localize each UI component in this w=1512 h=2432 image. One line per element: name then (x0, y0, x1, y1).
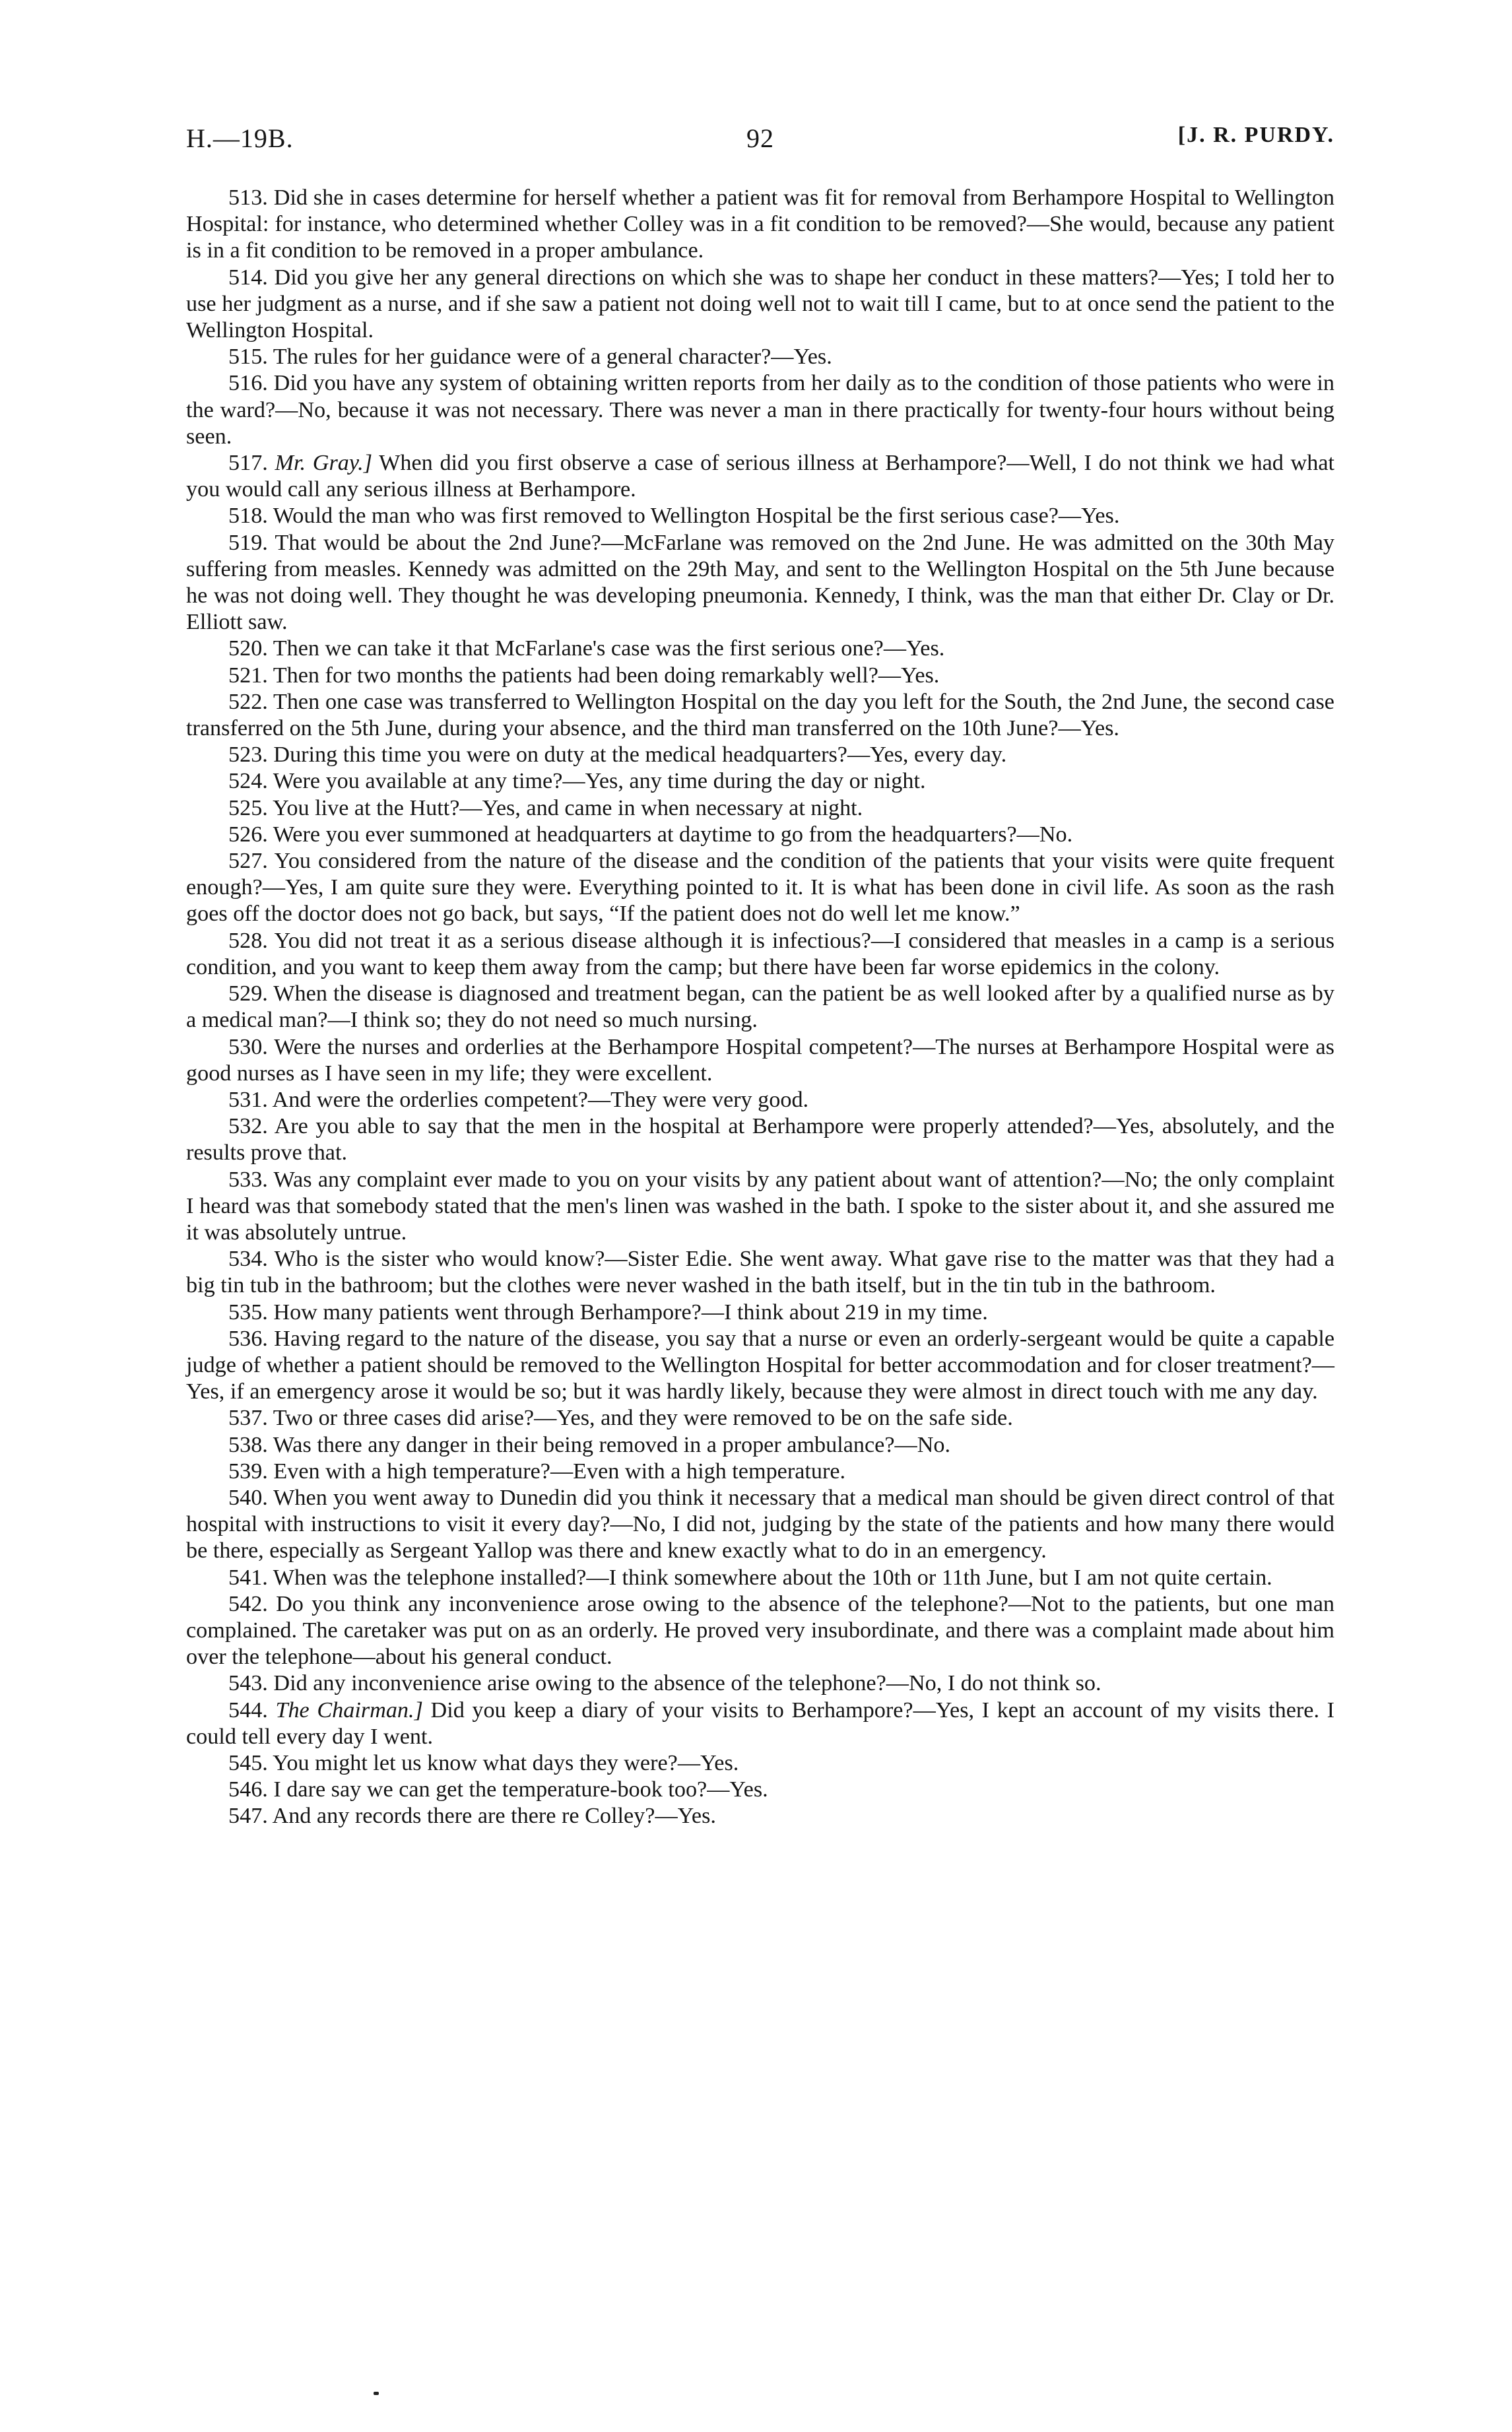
question-paragraph (186, 742, 1334, 768)
question-paragraph (186, 1485, 1334, 1565)
question-text: I dare say we can get the temperature-book too?—Yes. (273, 1777, 768, 1802)
question-number: 538. (228, 1432, 268, 1457)
question-number: 513. (228, 185, 268, 210)
document-body (186, 185, 1334, 1830)
question-text: Did any inconvenience arise owing to the absence of the telephone?—No, I do not think so. (273, 1671, 1101, 1696)
document-reference: H.—19B. (186, 123, 294, 153)
question-number: 537. (228, 1406, 268, 1431)
question-paragraph (186, 1246, 1334, 1299)
question-paragraph (186, 689, 1334, 742)
question-text: And were the orderlies competent?—They were very good. (272, 1087, 809, 1112)
question-paragraph (186, 768, 1334, 795)
question-number: 514. (228, 265, 268, 290)
question-text: Would the man who was first removed to Wellington Hospital be the first serious case?—Yes. (273, 504, 1120, 529)
question-text: Did you have any system of obtaining written reports from her daily as to the condition of those patients who were in the ward?—No, because it was not necessary. There was never a man in there practically for twenty-four hours without being seen. (186, 371, 1335, 449)
question-paragraph (186, 795, 1334, 822)
question-text: Did she in cases determine for herself whether a patient was fit for removal from Berhampore Hospital to Wellington Hospital: for instance, who determined whether Colley was in a fit condition to be removed?—She would, because any patient is in a fit condition to be removed in a proper ambulance. (186, 185, 1335, 263)
question-paragraph (186, 848, 1334, 928)
question-paragraph (186, 636, 1334, 662)
question-paragraph (186, 1750, 1334, 1777)
question-number: 540. (228, 1485, 268, 1510)
question-text: Who is the sister who would know?—Sister Edie. She went away. What gave rise to the matter was that they had a big tin tub in the bathroom; but the clothes were never washed in the bath itself, but in the tin tub in the bathroom. (186, 1247, 1334, 1298)
question-paragraph (186, 1777, 1334, 1803)
question-paragraph (186, 1034, 1334, 1087)
question-paragraph (186, 450, 1334, 503)
question-paragraph (186, 822, 1334, 848)
question-text: You did not treat it as a serious disease although it is infectious?—I considered that measles in a camp is a serious condition, and you want to keep them away from the camp; but there have been far worse epidemics in the colony. (186, 928, 1335, 979)
question-text: Then one case was transferred to Wellington Hospital on the day you left for the South, the 2nd June, the second case transferred on the 5th June, during your absence, and the third man transferred on the 10th June?—Yes. (186, 689, 1334, 741)
question-number: 523. (228, 742, 268, 768)
question-number: 516. (228, 371, 268, 396)
question-paragraph (186, 1697, 1334, 1750)
question-paragraph (186, 1670, 1334, 1697)
question-number: 529. (228, 981, 268, 1006)
question-number: 521. (228, 663, 268, 688)
question-paragraph (186, 1459, 1334, 1485)
question-paragraph (186, 928, 1334, 981)
question-text: When you went away to Dunedin did you think it necessary that a medical man should be given direct control of that hospital with instructions to visit it every day?—No, I did not, judging by the state of the patients and how many there would be there, especially as Sergeant Yallop was there and knew exactly what to do in an emergency. (186, 1485, 1334, 1563)
question-paragraph (186, 530, 1334, 636)
question-number: 526. (228, 822, 268, 847)
question-paragraph (186, 1113, 1334, 1166)
question-text: Then for two months the patients had been doing remarkably well?—Yes. (273, 663, 940, 688)
question-text: Did you keep a diary of your visits to Berhampore?—Yes, I kept an account of my visits there. I could tell every day I went. (186, 1697, 1335, 1749)
question-text: You considered from the nature of the disease and the condition of the patients that your visits were quite frequent enough?—Yes, I am quite sure they were. Everything pointed to it. It is what has been done in civil life. As soon as the rash goes off the doctor does not go back, but says, “If the patient does not do well let me know.” (186, 849, 1335, 927)
question-text: Are you able to say that the men in the hospital at Berhampore were properly attended?—Yes, absolutely, and the results prove that. (186, 1114, 1334, 1166)
question-paragraph (186, 1803, 1334, 1829)
question-text: How many patients went through Berhampore?—I think about 219 in my time. (273, 1299, 988, 1325)
document-page (186, 123, 1334, 1830)
question-number: 536. (228, 1326, 268, 1351)
question-number: 518. (228, 504, 268, 529)
question-text: Did you give her any general directions on which she was to shape her conduct in these matters?—Yes; I told her to use her judgment as a nurse, and if she saw a patient not doing well not to wait till I came, but to at once send the patient to the Wellington Hospital. (186, 265, 1334, 343)
question-number: 522. (228, 689, 268, 714)
question-paragraph (186, 1432, 1334, 1459)
question-number: 519. (228, 530, 268, 555)
question-paragraph (186, 265, 1334, 345)
question-number: 532. (228, 1114, 268, 1139)
question-paragraph (186, 981, 1334, 1034)
question-text: Were you ever summoned at headquarters at daytime to go from the headquarters?—No. (273, 822, 1073, 847)
question-paragraph (186, 370, 1334, 450)
question-paragraph (186, 663, 1334, 689)
question-text: That would be about the 2nd June?—McFarlane was removed on the 2nd June. He was admitted on the 30th May suffering from measles. Kennedy was admitted on the 29th May, and sent to the Wellington Hospital on the 5th June because he was not doing well. They thought he was developing pneumonia. Kennedy, I think, was the man that either Dr. Clay or Dr. Elliott saw. (186, 530, 1334, 635)
question-text: When did you first observe a case of serious illness at Berhampore?—Well, I do not think we had what you would call any serious illness at Berhampore. (186, 451, 1335, 502)
question-text: And any records there are there re Colley?—Yes. (272, 1804, 716, 1829)
question-text: When the disease is diagnosed and treatment began, can the patient be as well looked after by a qualified nurse as by a medical man?—I think so; they do not need so much nursing. (186, 981, 1334, 1033)
question-number: 524. (228, 769, 268, 794)
question-number: 520. (228, 636, 268, 661)
question-text: Were the nurses and orderlies at the Berhampore Hospital competent?—The nurses at Berhampore Hospital were as good nurses as I have seen in my life; they were excellent. (186, 1034, 1334, 1086)
speaker-label: The Chairman.] (275, 1697, 423, 1723)
question-paragraph (186, 1299, 1334, 1326)
question-paragraph (186, 1087, 1334, 1113)
question-number: 533. (228, 1167, 268, 1192)
question-text: Having regard to the nature of the disease, you say that a nurse or even an orderly-sergeant would be quite a capable judge of whether a patient should be removed to the Wellington Hospital for better accommodation and for closer treatment?—Yes, if an emergency arose it would be so; but it was hardly likely, because they were almost in direct touch with me any day. (186, 1326, 1335, 1404)
ink-speck (374, 2392, 379, 2395)
question-number: 535. (228, 1299, 268, 1325)
question-text: Two or three cases did arise?—Yes, and they were removed to be on the safe side. (273, 1406, 1013, 1431)
question-paragraph (186, 1565, 1334, 1591)
question-paragraph (186, 185, 1334, 265)
question-number: 539. (228, 1459, 268, 1484)
question-paragraph (186, 1167, 1334, 1247)
question-paragraph (186, 1405, 1334, 1431)
question-text: You might let us know what days they were?—Yes. (273, 1750, 739, 1775)
question-number: 525. (228, 795, 268, 820)
question-text: During this time you were on duty at the medical headquarters?—Yes, every day. (273, 742, 1007, 768)
question-number: 542. (228, 1591, 268, 1616)
question-paragraph (186, 1326, 1334, 1406)
question-text: Do you think any inconvenience arose owing to the absence of the telephone?—Not to the patients, but one man complained. The caretaker was put on as an orderly. He proved very insubordinate, and there was a complaint made about him over the telephone—about his general conduct. (186, 1591, 1334, 1670)
question-number: 541. (228, 1565, 268, 1590)
speaker-label: Mr. Gray.] (275, 451, 373, 476)
question-number: 527. (228, 849, 268, 874)
question-number: 531. (228, 1087, 268, 1112)
question-paragraph (186, 503, 1334, 529)
question-text: Was any complaint ever made to you on your visits by any patient about want of attention?—No; the only complaint I heard was that somebody stated that the men's linen was washed in the bath. I spoke to the sister about it, and she assured me it was absolutely untrue. (186, 1167, 1334, 1245)
question-text: Was there any danger in their being removed in a proper ambulance?—No. (273, 1432, 951, 1457)
question-paragraph (186, 344, 1334, 370)
question-number: 534. (228, 1247, 268, 1272)
question-text: Even with a high temperature?—Even with a high temperature. (273, 1459, 846, 1484)
question-number: 544. (228, 1697, 268, 1723)
question-paragraph (186, 1591, 1334, 1671)
question-number: 517. (228, 451, 268, 476)
question-text: You live at the Hutt?—Yes, and came in when necessary at night. (273, 795, 863, 820)
question-number: 546. (228, 1777, 268, 1802)
question-number: 543. (228, 1671, 268, 1696)
question-text: The rules for her guidance were of a general character?—Yes. (273, 345, 832, 370)
witness-name: [J. R. PURDY. (1177, 123, 1334, 147)
question-text: Then we can take it that McFarlane's case was the first serious one?—Yes. (273, 636, 945, 661)
question-number: 545. (228, 1750, 268, 1775)
question-number: 515. (228, 345, 268, 370)
question-text: When was the telephone installed?—I think somewhere about the 10th or 11th June, but I am not quite certain. (273, 1565, 1272, 1590)
page-number: 92 (746, 123, 774, 153)
question-number: 530. (228, 1034, 268, 1059)
question-number: 547. (228, 1804, 268, 1829)
question-number: 528. (228, 928, 268, 953)
question-text: Were you available at any time?—Yes, any time during the day or night. (273, 769, 926, 794)
page-header (186, 123, 1334, 162)
